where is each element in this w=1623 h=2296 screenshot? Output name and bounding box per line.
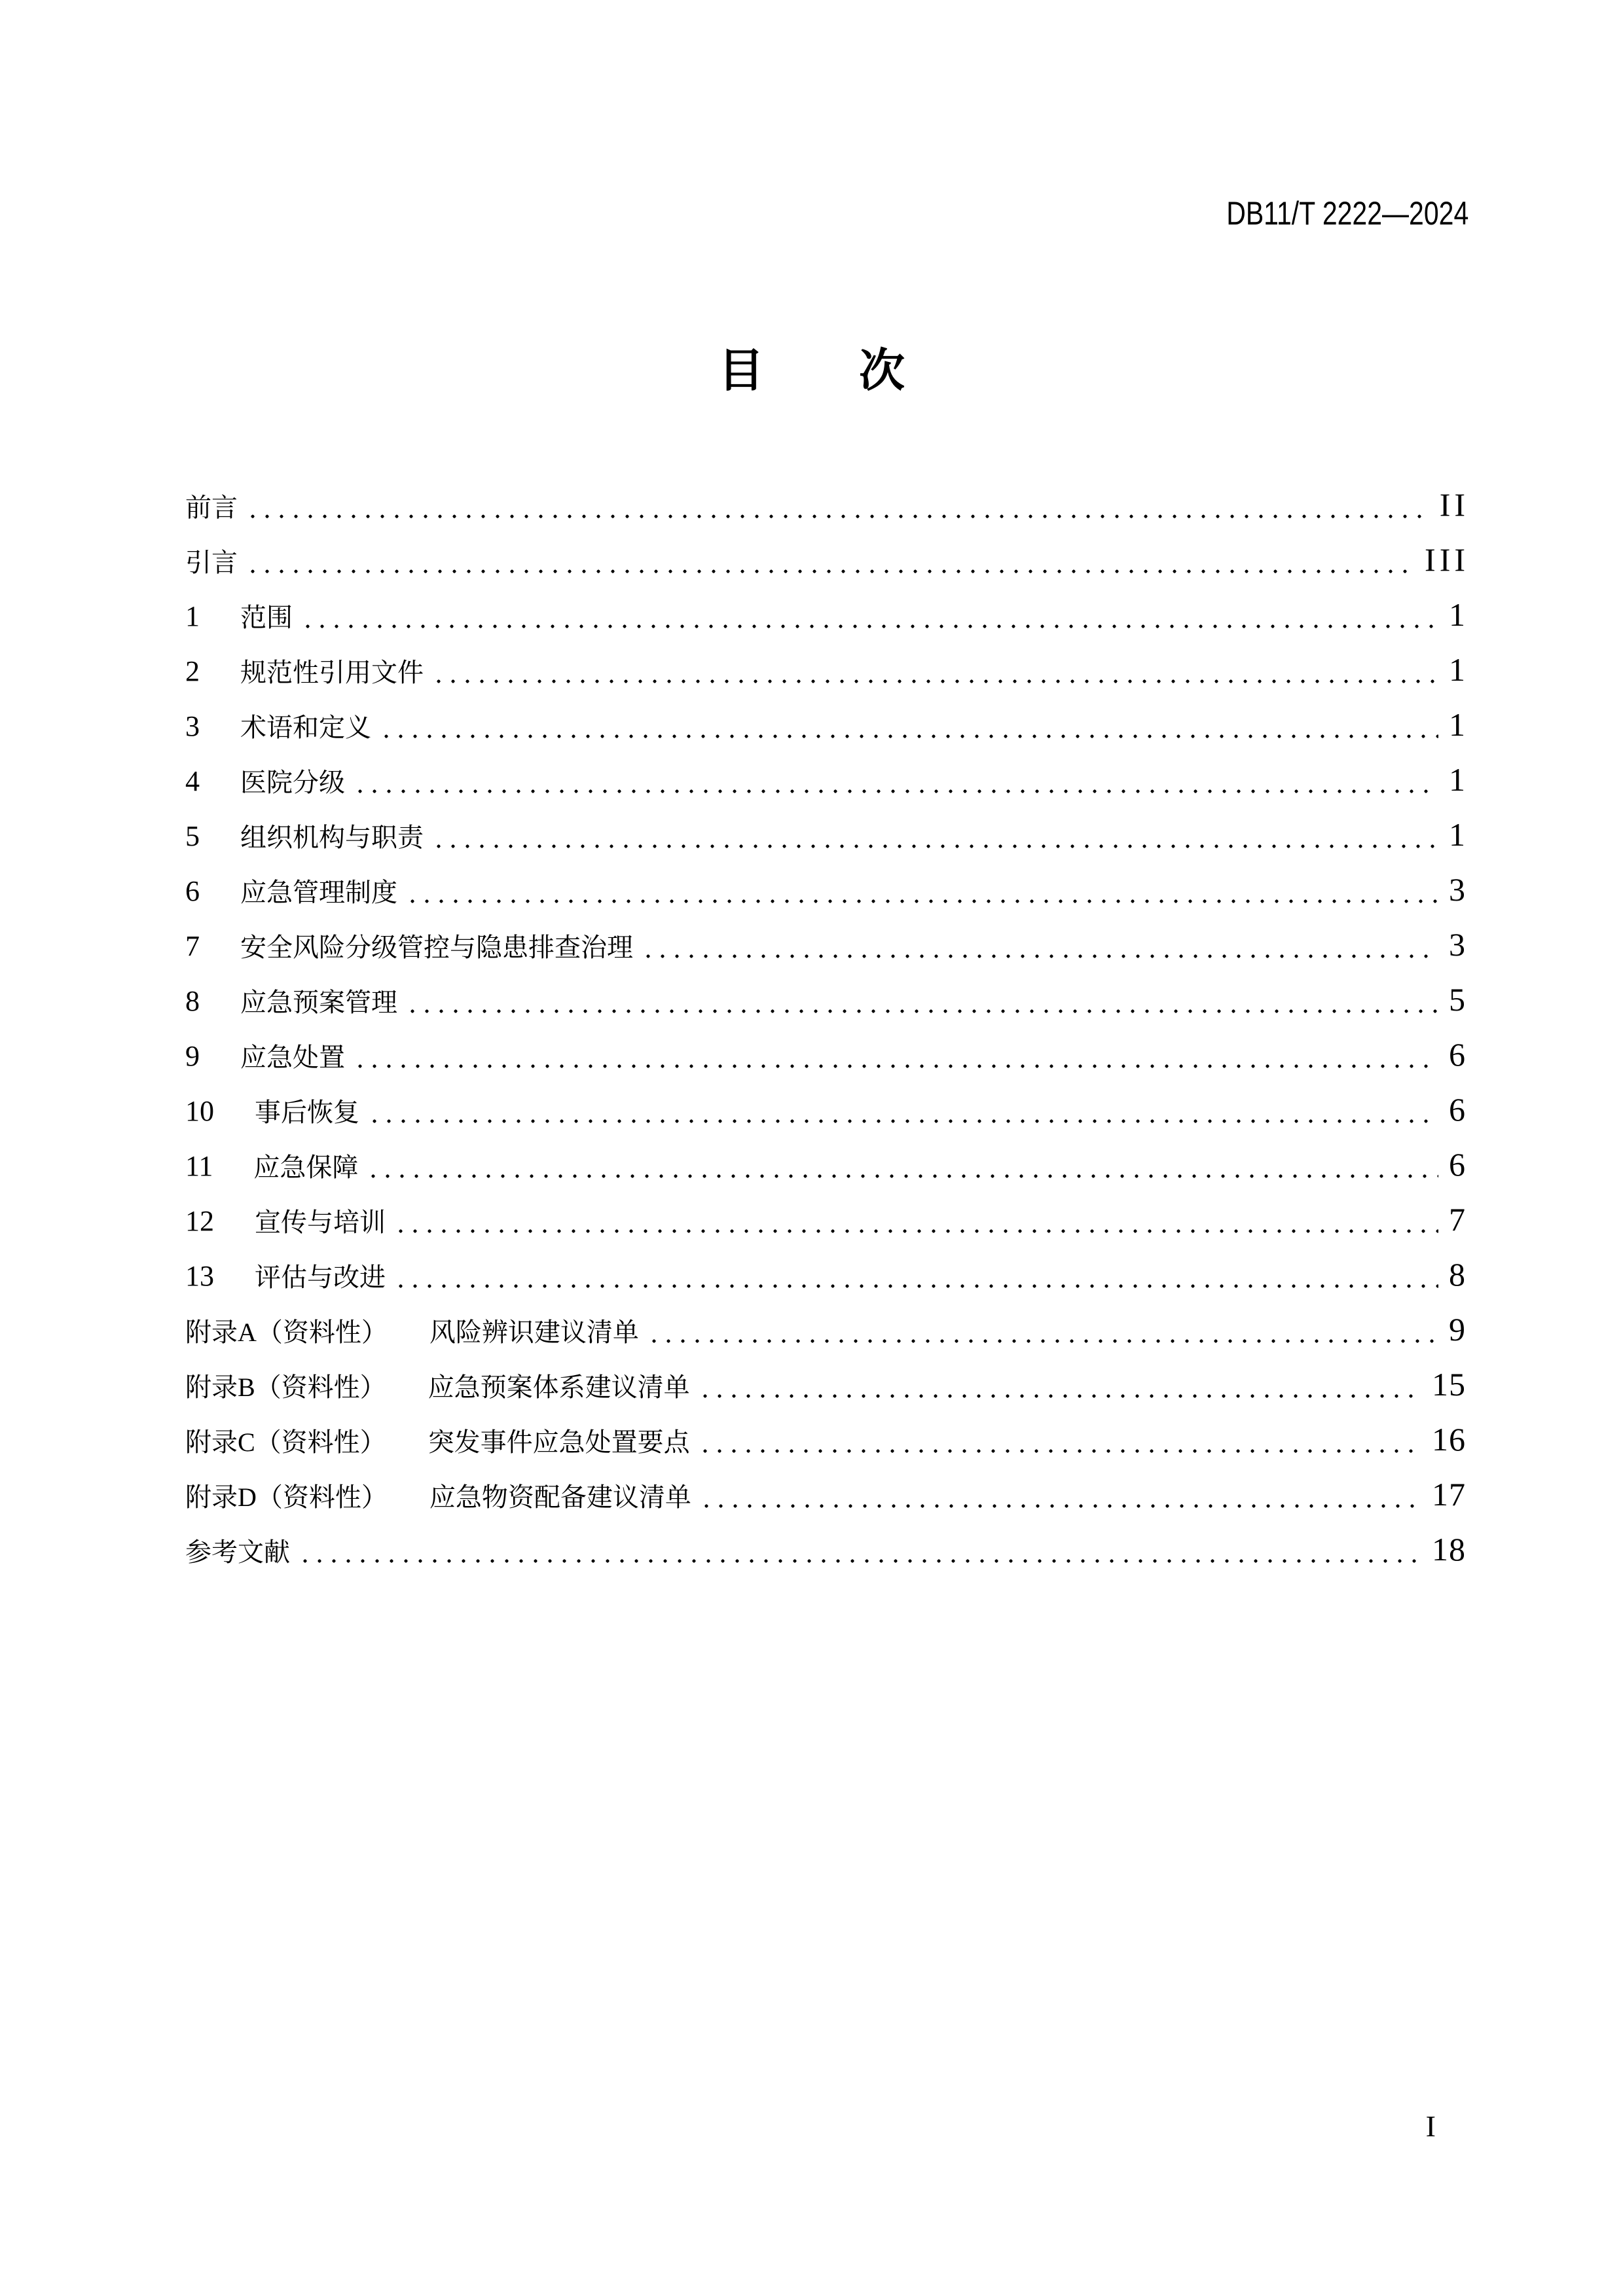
toc-entry-title: 应急保障	[253, 1153, 359, 1182]
toc-entry-page: 1	[1449, 761, 1466, 798]
toc-entry-page: 1	[1449, 651, 1466, 688]
toc-entry-title: 应急管理制度	[240, 878, 397, 907]
toc-entry-page: 3	[1449, 871, 1466, 908]
dot-leader	[698, 1394, 1421, 1398]
dot-leader	[379, 734, 1438, 738]
page-title-char-left: 目	[718, 345, 764, 396]
toc-entry-number: 13	[185, 1260, 214, 1292]
toc-entry-page: II	[1439, 486, 1469, 523]
toc-entry-page: 1	[1449, 706, 1466, 743]
toc-entry-title: 风险辨识建议清单	[429, 1318, 639, 1347]
toc-entry-number: 11	[185, 1150, 213, 1182]
document-code-text: DB11/T 2222—2024	[1226, 195, 1468, 232]
toc-entry-number: 8	[185, 985, 200, 1017]
toc-entry-number: 7	[185, 930, 200, 962]
toc-entry-number: 1	[185, 600, 200, 632]
toc-row	[185, 1029, 1465, 1084]
toc-entry-number: 2	[185, 655, 200, 687]
toc-entry-page: 6	[1449, 1146, 1466, 1183]
toc-entry-title: 术语和定义	[240, 713, 371, 742]
toc-row	[185, 589, 1465, 644]
toc-row	[185, 1084, 1465, 1139]
toc-entry-page: 16	[1432, 1421, 1466, 1458]
toc-entry-number: 5	[185, 820, 200, 852]
toc-entry-title: 组织机构与职责	[240, 823, 424, 852]
dot-leader	[353, 1064, 1438, 1068]
toc-entry-title: 引言	[185, 548, 238, 577]
toc-row	[185, 919, 1465, 974]
toc-entry-page: 7	[1449, 1201, 1466, 1238]
toc-row	[185, 644, 1465, 699]
toc-entry-title: 范围	[240, 603, 293, 632]
toc-entry-page: III	[1425, 541, 1469, 578]
footer-page-number: I	[1425, 2109, 1436, 2143]
dot-leader	[699, 1504, 1421, 1508]
toc-entry-page: 1	[1449, 596, 1466, 633]
toc-row	[185, 974, 1465, 1029]
toc-row	[185, 1524, 1465, 1579]
dot-leader	[405, 1009, 1438, 1013]
toc-entry-number: 4	[185, 765, 200, 797]
toc-entry-title: 应急预案管理	[240, 988, 397, 1017]
toc-entry-number: 附录C（资料性）	[185, 1427, 386, 1457]
toc-row	[185, 1359, 1465, 1414]
document-code	[1173, 197, 1468, 230]
dot-leader	[246, 569, 1414, 573]
toc-entry-page: 18	[1432, 1531, 1466, 1568]
dot-leader	[431, 844, 1438, 848]
toc-row	[185, 1414, 1465, 1469]
toc-entry-page: 3	[1449, 926, 1466, 963]
toc-row	[185, 699, 1465, 754]
toc-entry-number: 附录D（资料性）	[185, 1482, 388, 1512]
dot-leader	[298, 1559, 1421, 1563]
dot-leader	[647, 1339, 1438, 1343]
toc-row	[185, 754, 1465, 809]
toc-row	[185, 1249, 1465, 1304]
dot-leader	[367, 1119, 1438, 1123]
dot-leader	[393, 1284, 1438, 1288]
toc-entry-number: 附录B（资料性）	[185, 1372, 386, 1402]
toc-row	[185, 809, 1465, 864]
toc-entry-title: 参考文献	[185, 1537, 290, 1567]
toc-entry-title: 应急物资配备建议清单	[429, 1482, 691, 1512]
toc-row	[185, 1469, 1465, 1524]
toc-entry-page: 15	[1432, 1366, 1466, 1403]
toc-row	[185, 534, 1469, 589]
toc-row	[185, 864, 1465, 919]
toc-entry-title: 医院分级	[240, 768, 345, 797]
toc-entry-page: 8	[1449, 1256, 1466, 1293]
toc-entry-title: 应急处置	[240, 1043, 345, 1072]
dot-leader	[641, 954, 1438, 958]
toc-entry-number: 9	[185, 1040, 200, 1072]
page-title	[0, 345, 1623, 396]
toc-entry-title: 规范性引用文件	[240, 658, 424, 687]
toc-entry-number: 6	[185, 875, 200, 907]
page-title-char-right: 次	[859, 345, 905, 396]
toc-entry-page: 6	[1449, 1036, 1466, 1073]
toc-entry-number: 12	[185, 1205, 214, 1237]
dot-leader	[301, 624, 1438, 628]
toc-entry-title: 评估与改进	[255, 1263, 386, 1292]
toc-entry-page: 1	[1449, 816, 1466, 853]
toc-entry-title: 突发事件应急处置要点	[428, 1427, 690, 1457]
toc-entry-number: 10	[185, 1095, 214, 1127]
dot-leader	[246, 514, 1429, 518]
dot-leader	[698, 1449, 1421, 1453]
toc-row	[185, 1304, 1465, 1359]
toc-row	[185, 1194, 1465, 1249]
toc-entry-title: 安全风险分级管控与隐患排查治理	[240, 933, 633, 962]
dot-leader	[366, 1174, 1438, 1178]
dot-leader	[405, 899, 1438, 903]
toc-entry-page: 5	[1449, 981, 1466, 1018]
toc-row	[185, 479, 1469, 534]
toc-list	[185, 479, 1469, 1579]
dot-leader	[353, 789, 1438, 793]
toc-entry-page: 17	[1432, 1476, 1466, 1513]
toc-entry-title: 事后恢复	[255, 1098, 359, 1127]
dot-leader	[393, 1229, 1438, 1233]
toc-entry-title: 宣传与培训	[255, 1208, 386, 1237]
toc-entry-title: 应急预案体系建议清单	[428, 1372, 690, 1402]
toc-entry-number: 附录A（资料性）	[185, 1318, 388, 1347]
toc-entry-number: 3	[185, 710, 200, 742]
toc-row	[185, 1139, 1465, 1194]
dot-leader	[431, 679, 1438, 683]
toc-entry-title: 前言	[185, 493, 238, 522]
toc-entry-page: 6	[1449, 1091, 1466, 1128]
toc-entry-page: 9	[1449, 1311, 1466, 1348]
